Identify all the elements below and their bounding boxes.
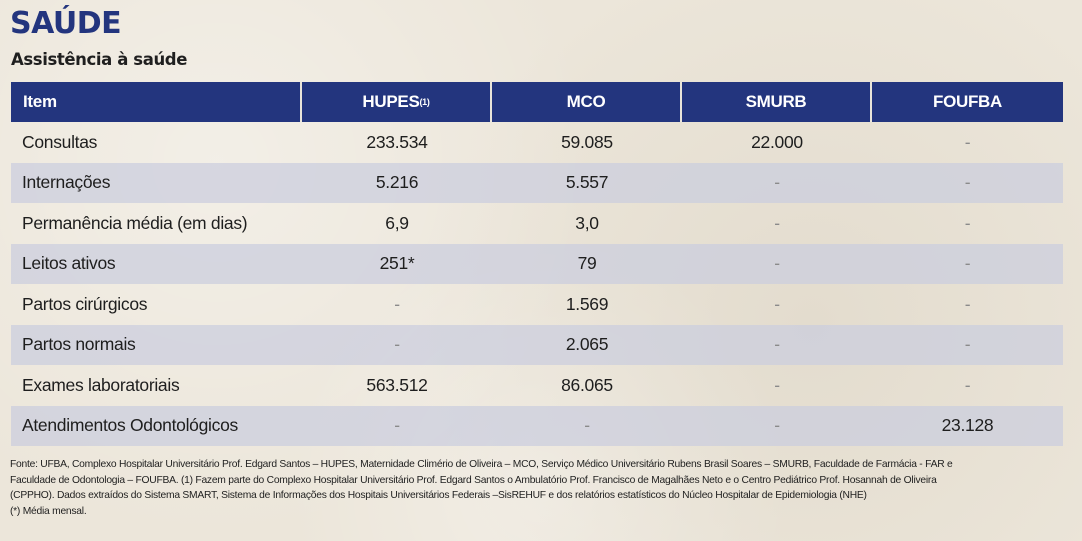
header-smurb-label: SMURB	[745, 92, 807, 111]
cell-smurb: -	[774, 334, 780, 355]
cell-item: Leitos ativos	[22, 253, 116, 274]
table-row	[11, 122, 1063, 163]
cell-item: Partos normais	[22, 334, 136, 355]
cell-mco: 3,0	[575, 212, 599, 233]
cell-foufba: -	[964, 293, 971, 314]
cell-item: Atendimentos Odontológicos	[22, 415, 238, 436]
cell-foufba: -	[964, 253, 971, 274]
cell-smurb: -	[774, 374, 780, 395]
cell-smurb: -	[774, 172, 780, 193]
cell-smurb: -	[774, 293, 780, 314]
table-header-row	[11, 82, 1063, 122]
cell-item: Exames laboratoriais	[22, 374, 180, 395]
header-smurb	[682, 82, 872, 122]
table-row	[11, 325, 1063, 366]
header-foufba	[872, 82, 1063, 122]
cell-item: Consultas	[22, 131, 98, 152]
header-hupes-label: HUPES	[362, 92, 420, 111]
cell-hupes: -	[394, 334, 400, 355]
cell-mco: 86.065	[561, 374, 613, 395]
cell-item: Permanência média (em dias)	[22, 212, 248, 233]
header-item	[11, 82, 302, 122]
cell-mco: 1.569	[565, 293, 609, 314]
table-body	[11, 122, 1063, 446]
cell-item: Partos cirúrgicos	[22, 293, 148, 314]
cell-hupes: 5.216	[375, 172, 419, 193]
cell-foufba: -	[964, 131, 971, 152]
header-hupes: HUPES (1)	[302, 82, 492, 122]
cell-smurb: -	[774, 415, 780, 436]
table-row	[11, 244, 1063, 285]
cell-hupes: 563.512	[366, 374, 428, 395]
cell-mco: -	[584, 415, 590, 436]
cell-hupes: 233.534	[366, 131, 428, 152]
header-foufba-label: FOUFBA	[932, 92, 1003, 111]
cell-foufba: 23.128	[941, 415, 994, 436]
cell-foufba: -	[964, 374, 971, 395]
cell-hupes: -	[394, 415, 400, 436]
table-row	[11, 203, 1063, 244]
cell-smurb: -	[774, 212, 780, 233]
cell-mco: 59.085	[561, 131, 613, 152]
cell-foufba: -	[964, 212, 971, 233]
cell-mco: 5.557	[565, 172, 609, 193]
table-row	[11, 163, 1063, 204]
table-row	[11, 365, 1063, 406]
header-mco-label: MCO	[566, 92, 606, 111]
table-subtitle: Assistência à saúde	[11, 50, 188, 69]
table-row	[11, 406, 1063, 447]
cell-item: Internações	[22, 172, 111, 193]
header-item-label: Item	[23, 92, 57, 111]
footnote-line: Fonte: UFBA, Complexo Hospitalar Universitário Prof. Edgard Santos – HUPES, Maternidade Climério de Oliveira – MCO, Serviço Médico Universitário Rubens Brasil Soares – SMURB, Faculdade de Farmácia - FAR e	[10, 459, 953, 470]
header-mco	[492, 82, 682, 122]
cell-smurb: 22.000	[751, 131, 803, 152]
cell-foufba: -	[964, 172, 971, 193]
cell-hupes: 6,9	[385, 212, 409, 233]
cell-mco: 79	[577, 253, 597, 274]
cell-hupes: -	[394, 293, 400, 314]
cell-smurb: -	[774, 253, 780, 274]
footnote-line: (CPPHO). Dados extraídos do Sistema SMART, Sistema de Informações dos Hospitais Universitários Federais –SisREHUF e dos relatórios estatísticos do Núcleo Hospitalar de Epidemiologia (NHE)	[10, 490, 867, 502]
cell-hupes: 251*	[379, 253, 415, 274]
section-title: SAÚDE	[10, 6, 122, 41]
cell-mco: 2.065	[565, 334, 609, 355]
footnote-line: (*) Média mensal.	[10, 505, 87, 517]
health-assistance-table	[11, 82, 1063, 446]
cell-foufba: -	[964, 334, 971, 355]
source-footnote	[10, 457, 1072, 519]
table-row	[11, 284, 1063, 325]
footnote-line: Faculdade de Odontologia – FOUFBA. (1) Fazem parte do Complexo Hospitalar Universitário Prof. Edgard Santos o Ambulatório Prof. Francisco de Magalhães Neto e o Centro Pediátrico Prof. Hosannah de Oliveira	[10, 474, 937, 486]
